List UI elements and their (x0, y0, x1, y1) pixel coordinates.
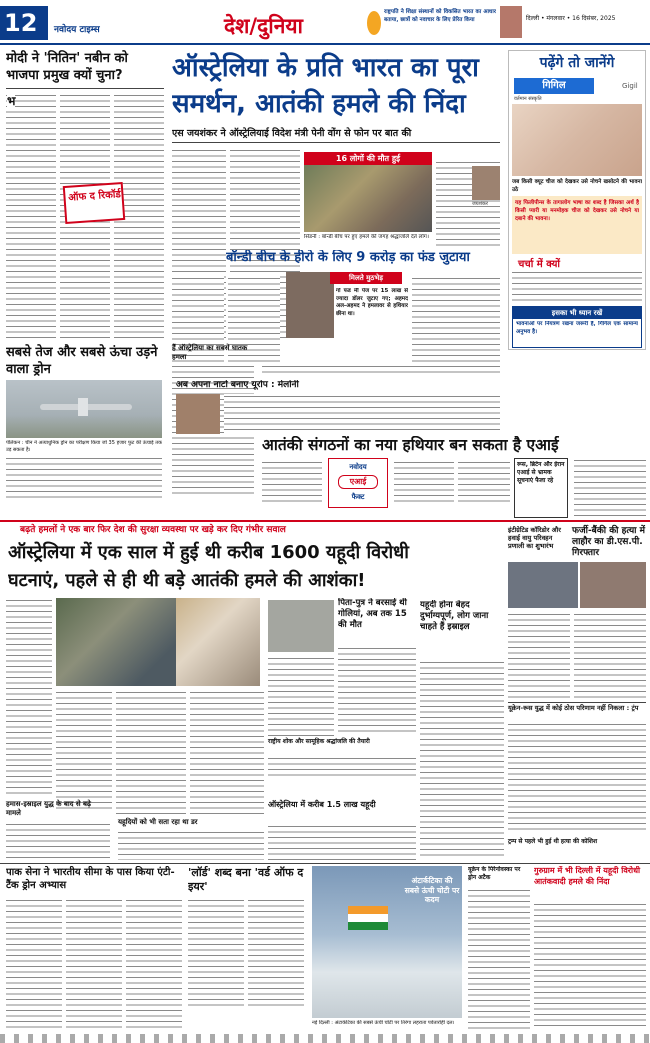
right-small-text-2 (574, 612, 646, 698)
off-record-label: ऑफ द रिकॉर्ड (67, 189, 122, 204)
jamal-text (468, 888, 530, 1030)
lower-text-col3 (116, 690, 186, 814)
modi-headline: मोदी ने 'नितिन' नबीन को भाजपा प्रमुख क्यों चुना? (6, 51, 128, 83)
right-small-photo-2 (580, 562, 646, 608)
baby-caption: जब किसी क्यूट चीज को देखकर उसे नोचने खसोटने की भावना उठे (512, 179, 642, 193)
lower-sub-1: हमास-इस्राइल युद्ध के बाद से बढ़े मामले (6, 800, 91, 817)
dhyan-head: इसका भी ध्यान रखें (513, 307, 641, 319)
pita-photo (268, 600, 334, 652)
ai-text-col1 (262, 460, 322, 504)
ai-side-box-text: रूस, ब्रिटेन और ईरान एआई से भ्रामक सूचनाएं फैला रहे (517, 461, 565, 484)
australia-text (268, 824, 416, 860)
drop-cap: भ (7, 94, 16, 108)
lead-photo (304, 160, 432, 232)
pita-headline: पिता-पुत्र ने बरसाई थी गोलियां, अब तक 15 की मौत (338, 598, 407, 630)
pita-text-1 (268, 656, 334, 736)
band-kicker: बढ़ते हमलों ने एक बार फिर देश की सुरक्षा व्यवस्था पर खड़े कर दिए गंभीर सवाल (20, 525, 286, 535)
lead-subhead: एस जयशंकर ने ऑस्ट्रेलियाई विदेश मंत्री पेनी वोंग से फोन पर बात की (172, 128, 412, 139)
right-bottom-headline: गुरुग्राम में भी दिल्ली में यहूदी विरोधी आतंकवादी हमले की निंदा (534, 866, 641, 886)
ai-text-col3 (458, 460, 510, 504)
pak-text-3 (126, 898, 182, 1028)
lead-photo-caption: सिडनी : बॉन्डी बीच पर हुए हमले की जगह श्रद्धांजलि देते लोग। (304, 234, 429, 240)
right-small-text-1 (508, 612, 570, 698)
ai-text-col2 (394, 460, 454, 504)
bondi-photo-label: मिलते मुठभेड़ (330, 272, 402, 284)
word-meaning-block (512, 196, 642, 254)
section-title: देश/दुनिया (224, 14, 303, 38)
protest-photo (56, 598, 176, 686)
promo-word: गिगिल (514, 78, 594, 94)
pak-text-2 (66, 898, 122, 1028)
drone-headline: सबसे तेज और सबसे ऊंचा उड़ने वाला ड्रोन (6, 345, 158, 377)
pita-sub: राष्ट्रीय शोक और सामूहिक श्रद्धांजलि की तैयारी (268, 738, 370, 745)
promo-title: पढ़ेंगे तो जानेंगे (539, 55, 615, 71)
ai-side-box (514, 458, 568, 518)
footer-marks (0, 1034, 650, 1043)
paper-name: नवोदय टाइम्स (54, 25, 100, 35)
lord-headline: 'लॉर्ड' शब्द बना 'वर्ड ऑफ द इयर' (188, 866, 304, 893)
bondi-text-col3 (412, 276, 500, 362)
promo-emblem (367, 11, 381, 35)
jamal-headline: यूक्रेन के पिरेनोवस्का पर ड्रोन अटैक (468, 866, 521, 881)
promo-text: राष्ट्रपति ने शिक्षा संस्थानों को विकसित भारत का आधार बताया, छात्रों को नवाचार के लिए प्रेरित किया (384, 9, 496, 23)
bondi-pull-quote: गो फंड मी पेज पर 15 लाख से ज्यादा डॉलर जुटाए गए; अहमद अल-अहमद ने हमलावर से हथियार छीना था। (336, 288, 408, 317)
note-head: चर्चा में क्यों (518, 259, 560, 270)
jaishankar-caption: जयशंकर (472, 201, 488, 207)
right-bottom-text (534, 902, 646, 1030)
note-text (512, 270, 642, 302)
drone-text (6, 456, 162, 500)
promo-sub: वर्तमान संस्कृति (514, 96, 542, 102)
antarctica-tag: अंटार्कटिका की सबसे ऊंची चोटी पर कदम (404, 876, 460, 904)
ai-logo-mid: एआई (338, 475, 378, 489)
lord-text-2 (248, 898, 304, 1010)
flag-saffron (348, 906, 388, 914)
lead-headline-2: समर्थन, आतंकी हमले की निंदा (172, 89, 466, 119)
lower-text-col4 (190, 690, 264, 814)
right-small-text-3 (508, 722, 646, 834)
yahudi-text (420, 660, 504, 860)
right-small-photo-1 (508, 562, 578, 608)
meloni-quote-head: अब अपना नाटो बनाए यूरोप : मेलोनी (176, 380, 299, 390)
lower-text-col1 (6, 598, 52, 798)
promo-tag: Gigil (622, 82, 638, 90)
lower-text-col2 (56, 690, 112, 810)
right-small-head-4: ट्रम्प से पहले भी हुई थी हत्या की कोशिश (508, 838, 598, 845)
right-small-rule (508, 702, 646, 703)
jaishankar-photo (472, 166, 500, 200)
lower-sub-2: यहूदियों को भी सता रहा था डर (118, 818, 198, 826)
lead-text-col4 (436, 226, 500, 246)
modi-text-col1 (6, 93, 56, 338)
lord-text-1 (188, 898, 244, 1010)
meloni-text (224, 394, 500, 434)
drone-side-head: हैं ऑस्ट्रेलिया का सबसे घातक हमला (172, 344, 248, 361)
right-small-head-2: फर्जी-बैंकी की हत्या में लाहौर का डी.एस.पी. गिरफ्तार (572, 526, 646, 558)
drone-wing (78, 398, 88, 416)
ai-logo-top: नवोदय (349, 463, 367, 471)
pak-headline: पाक सेना ने भारतीय सीमा के पास किया एंटी-टैंक ड्रोन अभ्यास (6, 867, 175, 891)
bottom-rule (0, 863, 650, 864)
drone-caption: पेलिकन : चीन ने अत्याधुनिक ड्रोन का परीक्षण किया जो 35 हजार फुट की ऊंचाई तक उड़ सकता है। (6, 440, 162, 453)
band-rule (0, 520, 650, 522)
meloni-photo (176, 394, 220, 434)
band-headline-1: ऑस्ट्रेलिया में एक साल में हुई थी करीब 1600 यहूदी विरोधी (8, 542, 409, 563)
left-rule (6, 88, 164, 89)
yahudi-headline: यहूदी होना बेहद दुर्भाग्यपूर्ण, लोग जाना चाहते हैं इस्राइल (420, 600, 489, 632)
bondi-headline: बॉन्डी बीच के हीरो के लिए 9 करोड़ का फंड जुटाया (226, 250, 470, 265)
ai-text-col4 (574, 458, 646, 518)
page-number: 12 (4, 9, 38, 37)
pita-text-3 (268, 756, 416, 778)
flag-white (348, 914, 388, 922)
date-line: दिल्ली • मंगलवार • 16 दिसंबर, 2025 (526, 15, 616, 22)
flowers-photo (176, 598, 260, 686)
band-headline-2: घटनाएं, पहले से ही थी बड़े आतंकी हमले की आशंका! (8, 570, 366, 591)
masthead-rule (0, 43, 650, 45)
bondi-photo (286, 272, 334, 338)
lead-rule (172, 142, 500, 143)
baby-photo (512, 104, 642, 176)
right-small-head-3: यूक्रेन-रूस युद्ध में कोई ठोस परिणाम नहीं निकला : ट्रंप (508, 704, 639, 712)
dhyan-text: भावनाओं पर नियंत्रण रखना जरूरी है, गिगिल एक सामान्य अनुभव है। (516, 321, 638, 335)
bondi-cont-text (262, 364, 500, 374)
lead-photo-tag: 16 लोगों की मौत हुई (304, 152, 432, 165)
antarctica-caption: नई दिल्ली : अंटार्कटिका की सबसे ऊंची चोटी पर तिरंगा लहराता पर्वतारोही दल। (312, 1020, 455, 1026)
right-small-head-1: इंटीग्रेटिड कॉरिडोर और हवाई वायु परिवहन प्रणाली का शुभारंभ (508, 526, 561, 550)
lower-text-col5 (6, 822, 110, 858)
pak-text-1 (6, 898, 62, 1028)
ai-headline: आतंकी संगठनों का नया हथियार बन सकता है एआई (262, 436, 559, 454)
pita-text-2 (338, 646, 416, 736)
dhyan-box (512, 306, 642, 348)
australia-head: ऑस्ट्रेलिया में करीब 1.5 लाख यहूदी (268, 800, 376, 809)
flag-green (348, 922, 388, 930)
ai-logo-bottom: फैक्ट (351, 493, 365, 501)
masthead (0, 0, 650, 44)
lower-text-col6 (118, 830, 264, 860)
off-record-badge (63, 182, 126, 224)
promo-portrait (500, 6, 522, 38)
ai-fact-logo (328, 458, 388, 508)
lead-headline-1: ऑस्ट्रेलिया के प्रति भारत का पूरा (172, 53, 479, 83)
word-meaning: यह फिलीपीन्स के तागालोग भाषा का शब्द है जिसका अर्थ है किसी प्यारी या मनमोहक चीज को देखकर उसे नोचने या दबाने की भावना। (515, 200, 639, 222)
